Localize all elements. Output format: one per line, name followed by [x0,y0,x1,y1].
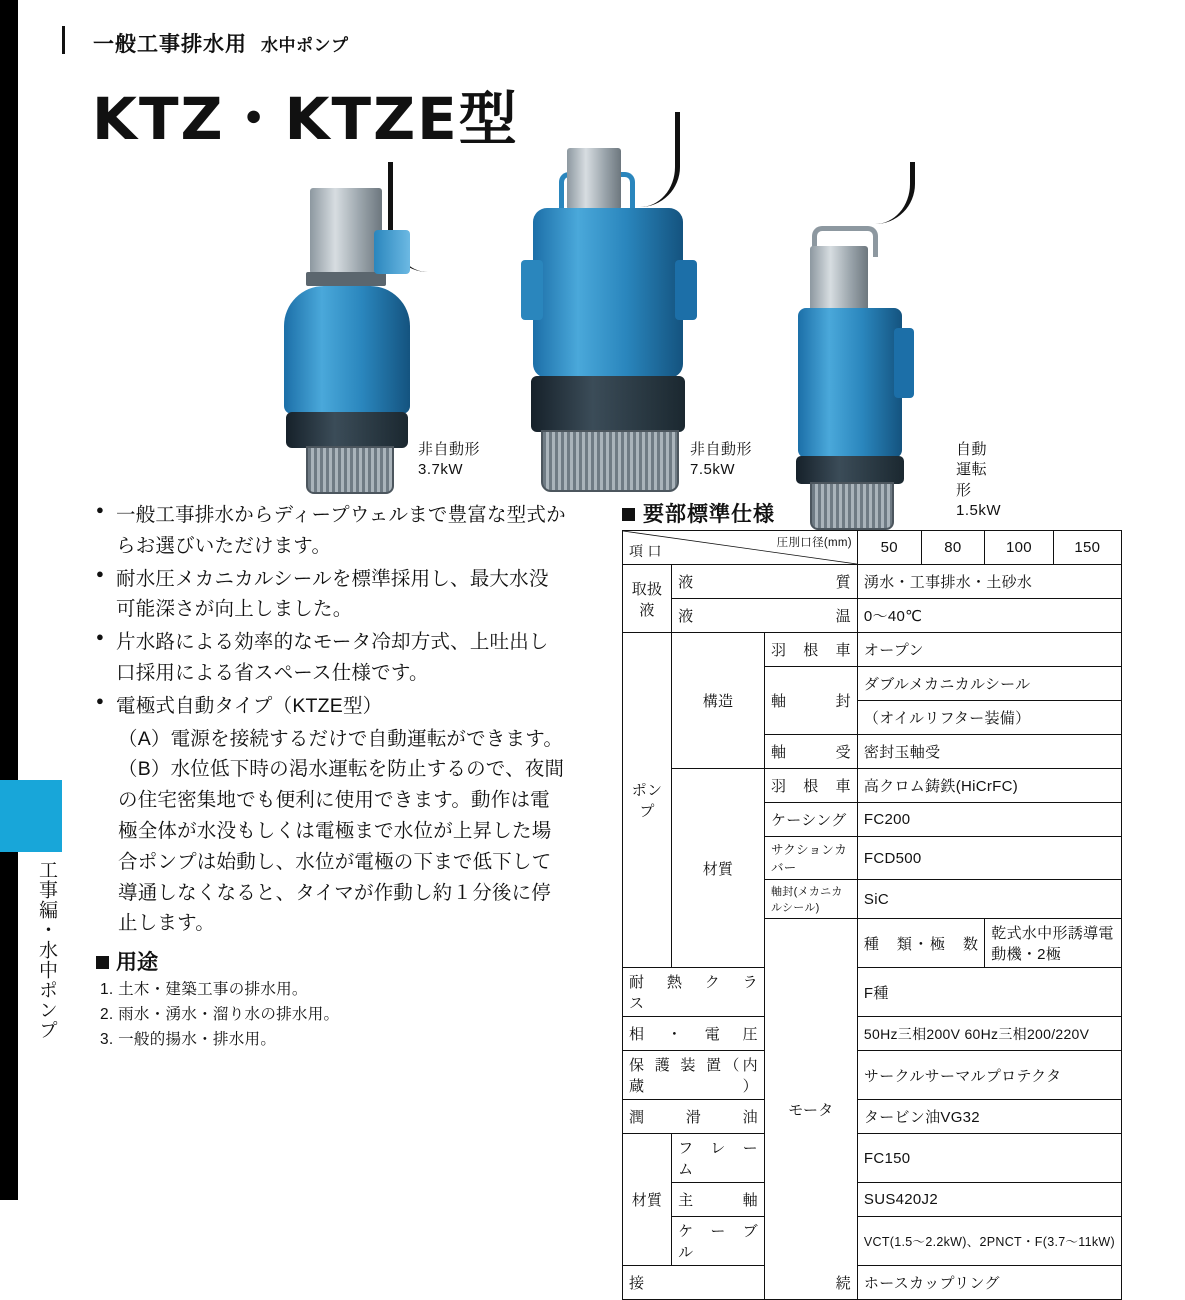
motor-housing-3 [810,246,868,312]
row-label-shaft: 主 軸 [672,1183,765,1217]
pump-image-3 [770,150,940,490]
feature-list [96,500,566,939]
spec-corner-left: 項 口 [629,543,662,559]
pump-caption-1-line1: 非自動形 [418,441,481,458]
table-row [623,1217,1122,1266]
spec-heading-text: 要部標準仕様 [643,503,775,526]
row-value-liquid-quality: 湧水・工事排水・土砂水 [857,565,1121,599]
table-row [623,633,1122,667]
row-value-casing: FC200 [857,803,1121,837]
size-col-50: 50 [857,531,921,565]
usage-heading-text: 用途 [116,951,158,974]
pump-base-1 [286,412,408,448]
row-value-cable: VCT(1.5～2.2kW)、2PNCT・F(3.7～11kW) [857,1217,1121,1266]
feature-item: ● 一般工事排水からディープウェルまで豊富な型式からお選びいただけます。 [96,500,566,562]
strainer-3 [810,482,894,530]
pump-caption-2-line2: 7.5kW [690,461,736,479]
spec-heading [622,498,775,528]
row-sub-material: 材質 [672,769,765,968]
feature-sub-item: （A）電源を接続するだけで自動運転ができます。 [118,727,564,750]
spec-corner-cell [623,531,858,565]
pump-caption-3 [956,440,1001,521]
usage-item: 3. 一般的揚水・排水用。 [100,1030,277,1048]
row-value-phase-voltage: 50Hz三相200V 60Hz三相200/220V [857,1017,1121,1051]
motor-housing-2 [567,148,621,210]
row-label-seal: 軸 封 [764,667,857,735]
row-label-casing: ケーシング [764,803,857,837]
left-black-bar [0,0,18,1200]
pump-caption-3-line1: 自動運転形 [956,441,988,499]
row-value-shaft: SUS420J2 [857,1183,1121,1217]
square-bullet-icon [622,508,635,521]
row-value-impeller: オープン [857,633,1121,667]
table-row [623,1017,1122,1051]
table-row [623,1134,1122,1183]
row-value-material-impeller: 高クロム鋳鉄(HiCrFC) [857,769,1121,803]
table-row [623,565,1122,599]
pump-caption-3-line2: 1.5kW [956,501,1002,519]
row-value-seal-2: （オイルリフター装備） [857,701,1121,735]
pump-body-3 [798,308,902,458]
pump-caption-1 [418,440,480,481]
spec-table [622,530,1122,1300]
page-title: KTZ・KTZE型 [92,85,519,153]
strainer-1 [306,446,394,494]
row-label-bearing: 軸 受 [764,735,857,769]
row-label-suction-cover: サクションカバー [764,837,857,880]
table-row [623,599,1122,633]
pump-image-2 [515,110,715,490]
table-row [623,968,1122,1017]
size-col-150: 150 [1053,531,1121,565]
feature-item: ● 電極式自動タイプ（KTZE型） [96,691,566,722]
row-sub-motor-material: 材質 [623,1134,672,1266]
feature-item: ● 片水路による効率的なモータ冷却方式、上吐出し口採用による省スペース仕様です。 [96,627,566,689]
row-sub-structure: 構造 [672,633,765,769]
table-row [623,531,1122,565]
side-section-label: 工事編・水中ポンプ [36,860,58,1040]
pump-caption-2 [690,440,752,481]
row-label-motor-type: 種 類・極 数 [857,919,984,968]
table-row [623,1051,1122,1100]
pump-caption-1-line2: 3.7kW [418,461,464,479]
row-value-lubricant: タービン油VG32 [857,1100,1121,1134]
pump-image-1 [270,140,440,490]
motor-housing-1 [310,188,382,274]
size-col-100: 100 [985,531,1053,565]
row-value-bearing: 密封玉軸受 [857,735,1121,769]
row-value-connection: ホースカップリング [857,1266,1121,1300]
pump-body-1 [284,286,410,414]
row-label-impeller: 羽 根 車 [764,633,857,667]
usage-item: 1. 土木・建築工事の排水用。 [100,981,308,998]
row-label-heat-class: 耐 熱 ク ラ ス [623,968,765,1017]
usage-heading [96,946,158,976]
kicker-sub: 水中ポンプ [261,36,349,55]
kicker-main: 一般工事排水用 [93,33,247,56]
header-rule [62,26,65,54]
row-group-pump: ポンプ [623,633,672,968]
row-label-cable: ケ ー ブ ル [672,1217,765,1266]
row-value-heat-class: F種 [857,968,1121,1017]
row-group-liquid: 取扱液 [623,565,672,633]
row-label-shaft-seal: 軸封(メカニカルシール) [764,880,857,919]
pump-base-2 [531,376,685,432]
usage-list [100,978,339,1052]
row-label-liquid-temp: 液 温 [672,599,858,633]
left-cyan-tab [0,780,62,852]
spec-corner-right: 圧刖口径(mm) [776,537,852,549]
row-group-motor: モータ [764,919,857,1300]
row-value-liquid-temp: 0～40℃ [857,599,1121,633]
usage-item: 2. 雨水・湧水・溜り水の排水用。 [100,1005,340,1023]
row-value-motor-type: 乾式水中形誘導電動機・2極 [985,919,1122,968]
pump-body-2 [533,208,683,378]
strainer-2 [541,430,679,492]
pump-base-3 [796,456,904,484]
feature-item: ● 耐水圧メカニカルシールを標準採用し、最大水没可能深さが向上しました。 [96,564,566,626]
row-label-phase-voltage: 相 ・ 電 圧 [623,1017,765,1051]
row-value-protector: サークルサーマルプロテクタ [857,1051,1121,1100]
row-label-material-impeller: 羽 根 車 [764,769,857,803]
table-row [623,1266,1122,1300]
feature-sub-item: （B）水位低下時の渇水運転を防止するので、夜間の住宅密集地でも便利に使用できます。動作は電極全体が水没もしくは電極まで水位が上昇した場合ポンプは始動し、水位が電極の下まで低下して導通しなくなると、タイマが作動し約１分後に停止します。 [118,758,565,935]
row-value-frame: FC150 [857,1134,1121,1183]
row-value-seal-1: ダブルメカニカルシール [857,667,1121,701]
square-bullet-icon [96,956,109,969]
size-col-80: 80 [921,531,985,565]
row-label-protector: 保 護 装 置（内 蔵） [623,1051,765,1100]
page-kicker [93,28,349,58]
row-value-suction-cover: FCD500 [857,837,1121,880]
row-label-liquid-quality: 液 質 [672,565,858,599]
pump-caption-2-line1: 非自動形 [690,441,753,458]
row-value-shaft-seal: SiC [857,880,1121,919]
row-label-lubricant: 潤 滑 油 [623,1100,765,1134]
row-label-connection: 接 続 [623,1266,858,1300]
table-row [623,769,1122,803]
power-cable-3 [866,162,915,224]
table-row [623,1100,1122,1134]
row-label-frame: フ レ ー ム [672,1134,765,1183]
